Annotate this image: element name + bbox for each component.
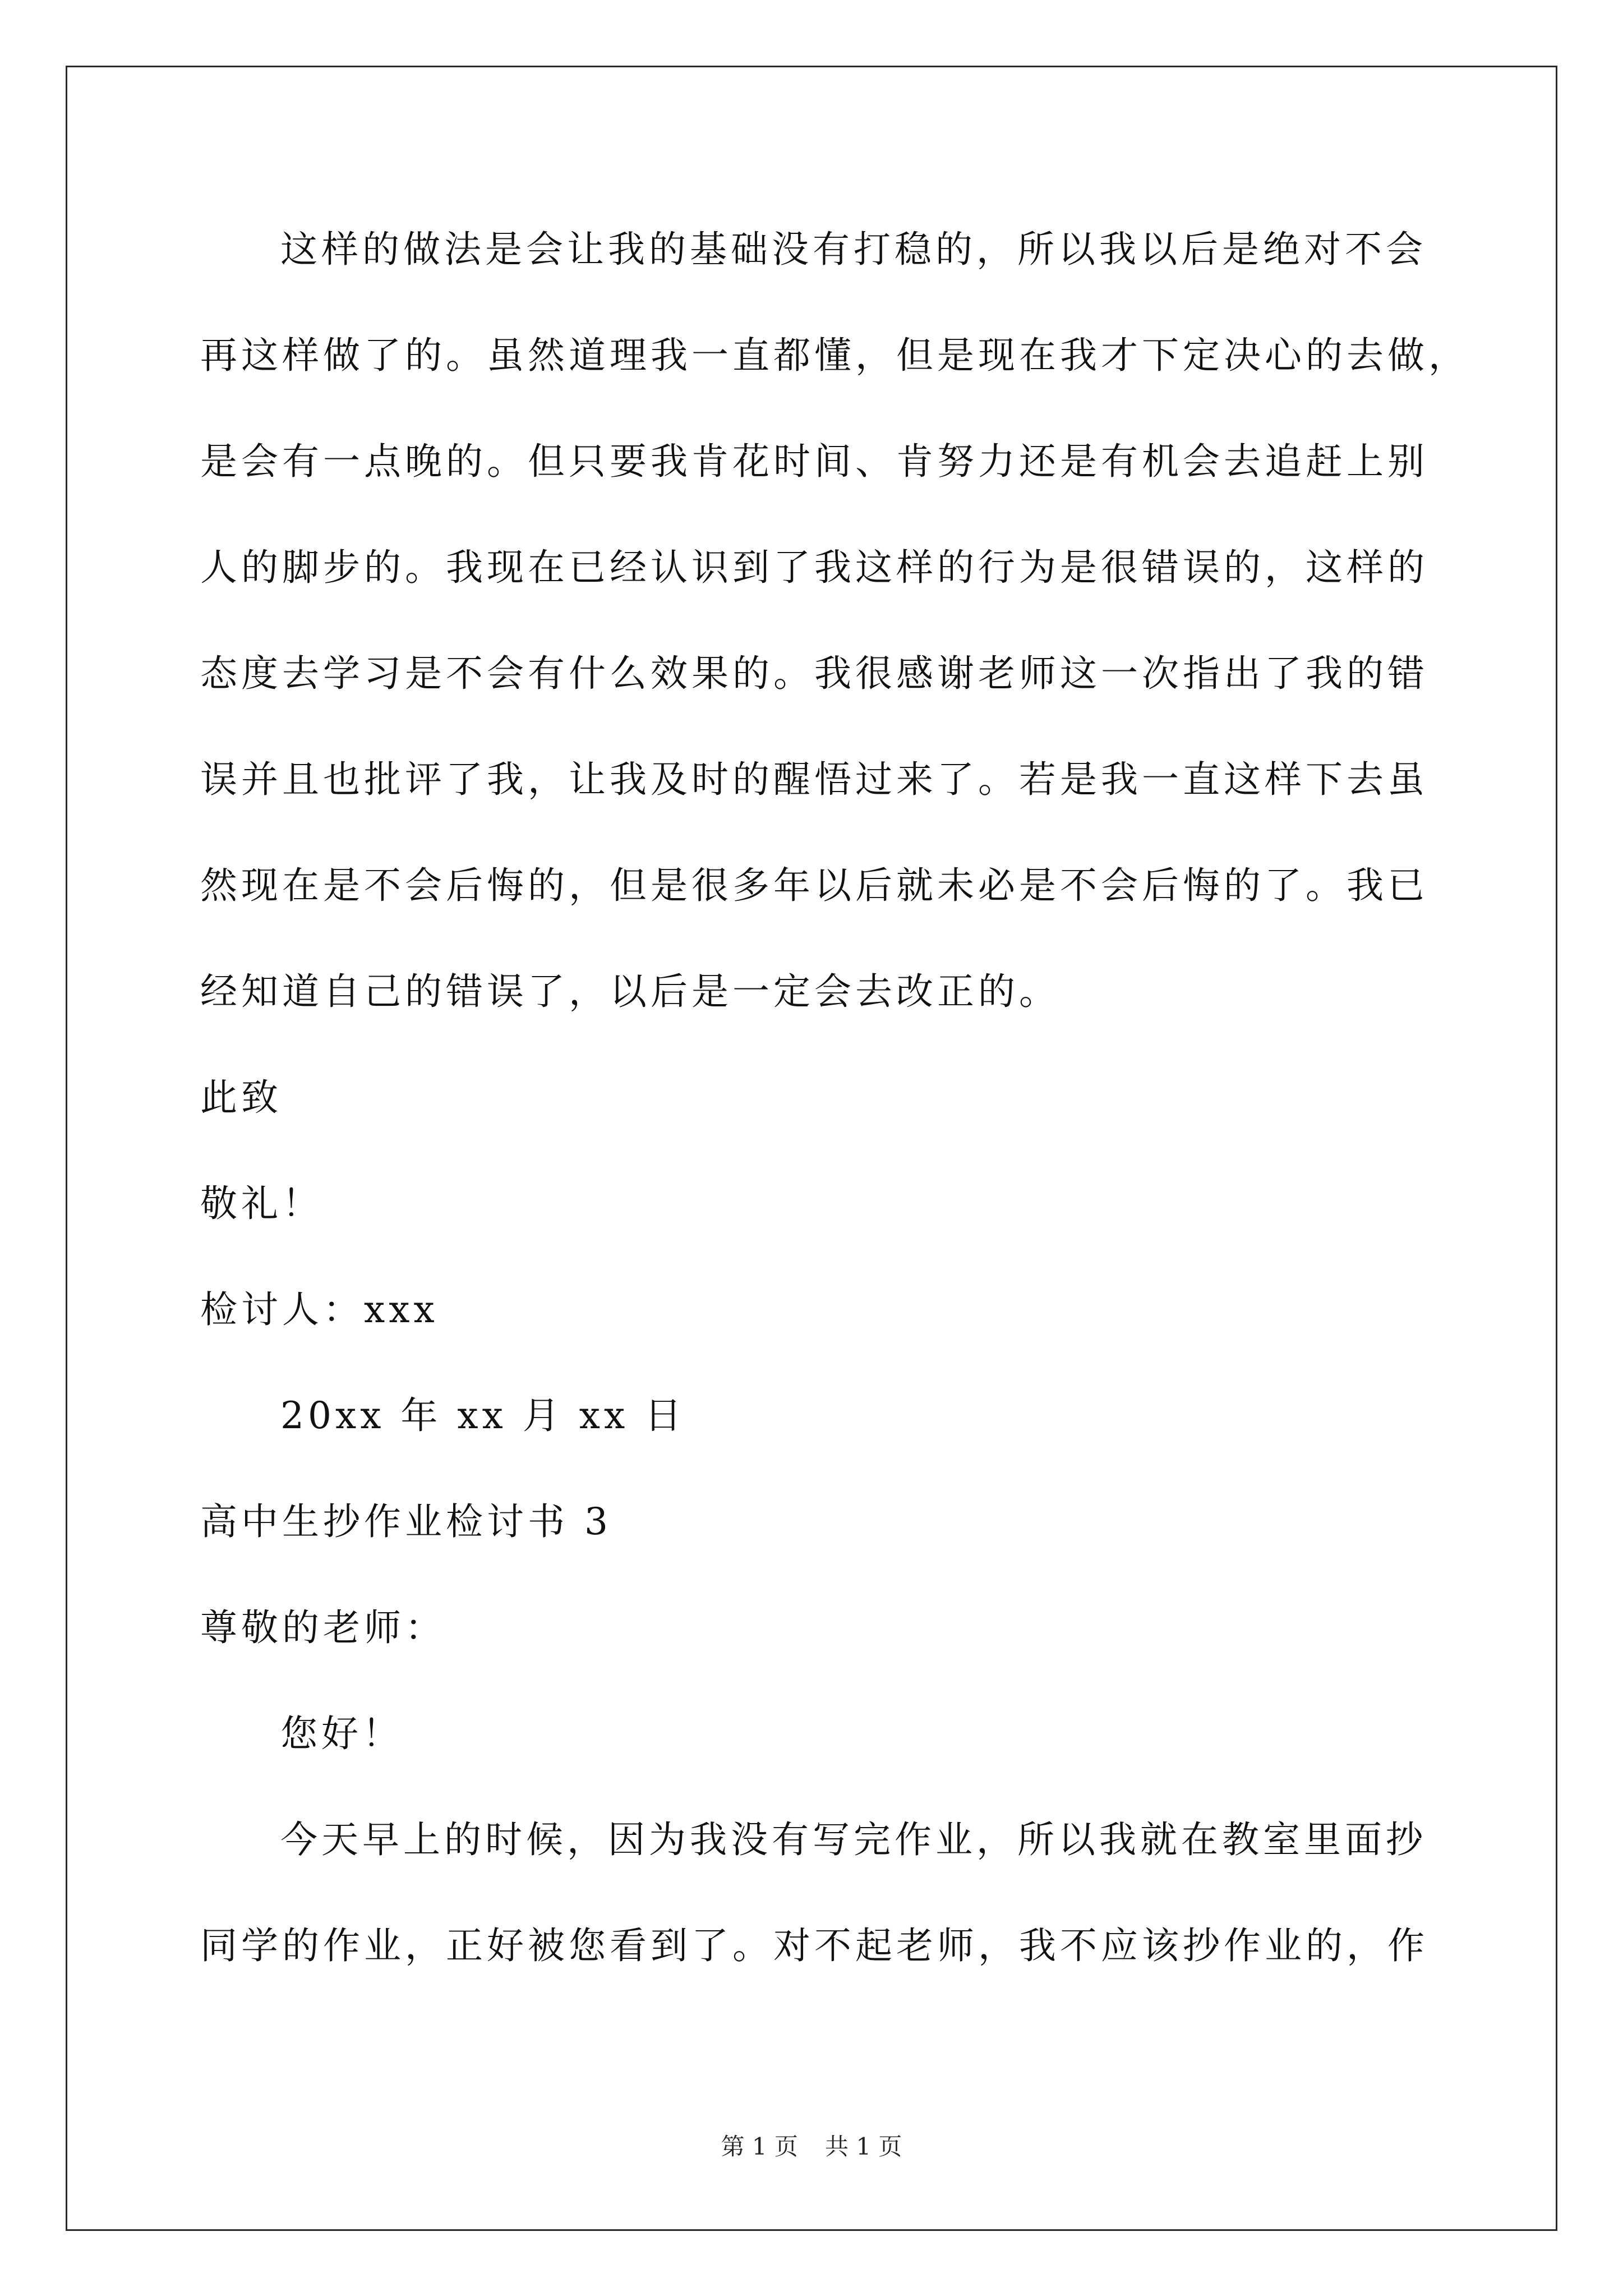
paragraph-line: 然现在是不会后悔的，但是很多年以后就未必是不会后悔的了。我已 bbox=[200, 864, 1428, 907]
page-footer bbox=[0, 2133, 1623, 2161]
page-border bbox=[66, 66, 1557, 2231]
section-title: 高中生抄作业检讨书 3 bbox=[200, 1500, 612, 1543]
paragraph-line: 是会有一点晚的。但只要我肯花时间、肯努力还是有机会去追赶上别 bbox=[200, 440, 1428, 483]
closing-salute: 敬礼！ bbox=[200, 1182, 323, 1225]
paragraph-line: 同学的作业，正好被您看到了。对不起老师，我不应该抄作业的，作 bbox=[200, 1924, 1428, 1967]
page-total: 共 1 页 bbox=[825, 2133, 902, 2160]
paragraph-line: 人的脚步的。我现在已经认识到了我这样的行为是很错误的，这样的 bbox=[200, 546, 1428, 589]
greeting: 您好！ bbox=[280, 1712, 403, 1755]
date: 20xx 年 xx 月 xx 日 bbox=[280, 1394, 686, 1437]
paragraph-line: 这样的做法是会让我的基础没有打稳的，所以我以后是绝对不会 bbox=[280, 228, 1427, 271]
paragraph-line: 误并且也批评了我，让我及时的醒悟过来了。若是我一直这样下去虽 bbox=[200, 758, 1428, 801]
page-number: 第 1 页 bbox=[721, 2133, 798, 2160]
paragraph-line: 经知道自己的错误了，以后是一定会去改正的。 bbox=[200, 970, 1060, 1013]
salutation: 尊敬的老师： bbox=[200, 1606, 446, 1649]
signature: 检讨人：xxx bbox=[200, 1288, 439, 1331]
paragraph-line: 态度去学习是不会有什么效果的。我很感谢老师这一次指出了我的错 bbox=[200, 652, 1428, 695]
closing-phrase: 此致 bbox=[200, 1076, 282, 1119]
paragraph-line: 再这样做了的。虽然道理我一直都懂，但是现在我才下定决心的去做， bbox=[200, 334, 1469, 377]
paragraph-line: 今天早上的时候，因为我没有写完作业，所以我就在教室里面抄 bbox=[280, 1818, 1427, 1861]
